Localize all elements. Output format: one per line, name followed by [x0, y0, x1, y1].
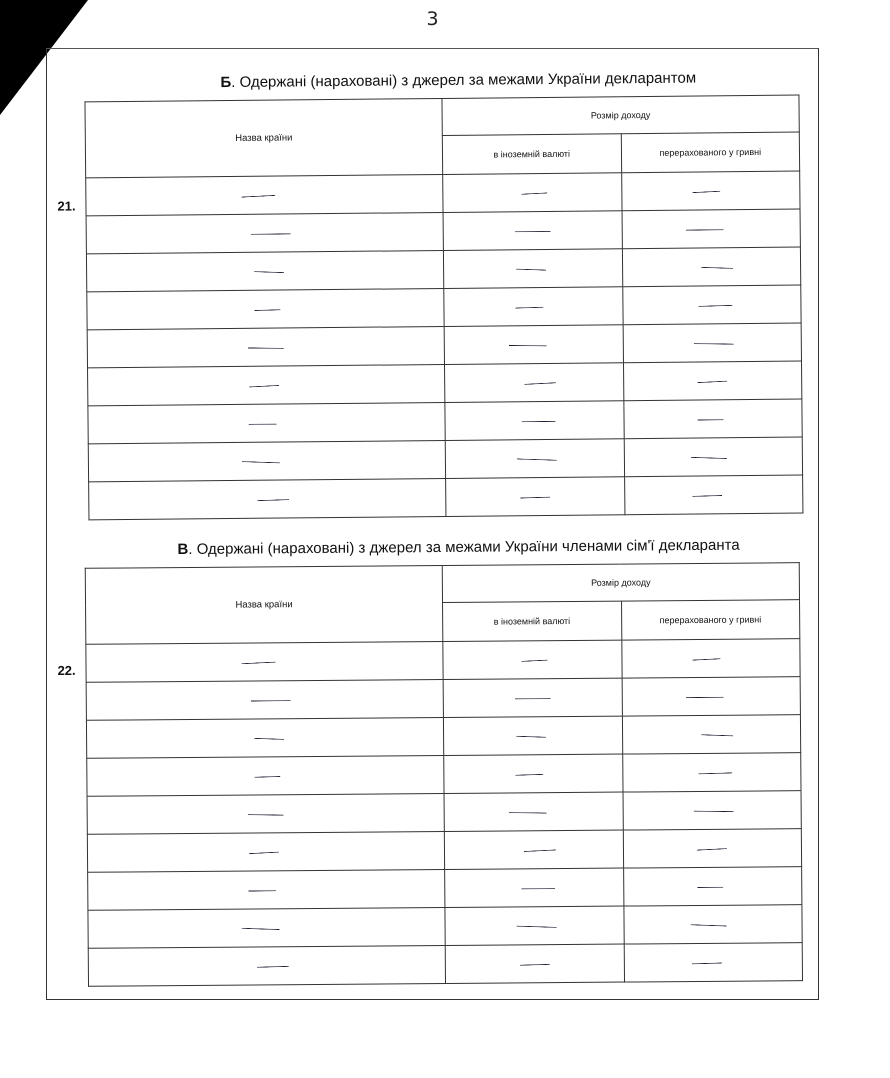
cell-country: [88, 364, 445, 405]
handwritten-dash: [701, 734, 733, 736]
table-row: [86, 639, 800, 683]
header-foreign-currency: в іноземній валюті: [442, 134, 621, 175]
handwritten-dash: [248, 890, 276, 891]
cell-country: [87, 326, 444, 367]
section-b-title: Б. Одержані (нараховані) з джерел за межами України декларантом: [220, 69, 697, 92]
table-row: [88, 905, 802, 949]
cell-foreign-currency: [443, 640, 622, 679]
cell-foreign-currency: [445, 401, 624, 441]
handwritten-dash: [508, 812, 546, 813]
cell-foreign-currency: [445, 868, 624, 907]
handwritten-dash: [699, 304, 733, 306]
cell-country: [88, 402, 445, 443]
cell-country: [86, 174, 443, 215]
section-b-row-number: 21.: [57, 198, 76, 214]
cell-foreign-currency: [445, 363, 624, 403]
cell-country: [87, 288, 444, 329]
cell-foreign-currency: [443, 716, 622, 755]
cell-converted-uah: [622, 677, 801, 716]
handwritten-dash: [515, 774, 543, 776]
handwritten-dash: [699, 772, 733, 774]
handwritten-dash: [516, 735, 546, 737]
section-v-title: В. Одержані (нараховані) з джерел за межами України членами сім'ї декларанта: [177, 536, 740, 559]
handwritten-dash: [521, 421, 555, 422]
handwritten-dash: [514, 231, 550, 232]
handwritten-dash: [254, 737, 284, 739]
handwritten-dash: [524, 382, 556, 385]
section-v-row-number: 22.: [57, 662, 76, 679]
handwritten-dash: [257, 499, 289, 501]
table-row: [87, 829, 801, 873]
cell-converted-uah: [622, 715, 801, 754]
handwritten-dash: [701, 266, 733, 268]
cell-foreign-currency: [443, 249, 622, 289]
handwritten-dash: [691, 924, 727, 926]
cell-foreign-currency: [443, 211, 622, 251]
handwritten-dash: [242, 461, 280, 463]
handwritten-dash: [698, 419, 724, 420]
cell-country: [89, 478, 446, 519]
handwritten-dash: [251, 700, 291, 701]
header-converted-uah: перерахованого у гривні: [621, 600, 800, 640]
cell-foreign-currency: [443, 678, 622, 717]
section-v: [0, 523, 890, 990]
cell-converted-uah: [621, 171, 800, 211]
handwritten-dash: [524, 849, 556, 852]
cell-converted-uah: [623, 791, 802, 830]
handwritten-dash: [517, 458, 557, 460]
handwritten-dash: [241, 194, 275, 197]
cell-converted-uah: [623, 867, 802, 906]
cell-converted-uah: [622, 753, 801, 792]
cell-converted-uah: [624, 437, 803, 477]
cell-country: [88, 907, 445, 948]
cell-foreign-currency: [445, 906, 624, 945]
handwritten-dash: [693, 190, 721, 192]
header-country: Назва країни: [85, 565, 443, 644]
section-b: [0, 56, 890, 525]
cell-foreign-currency: [446, 477, 625, 517]
handwritten-dash: [693, 658, 721, 660]
section-v-table: [85, 562, 803, 987]
handwritten-dash: [251, 233, 291, 234]
page-number: 3: [426, 8, 439, 30]
header-converted-uah: перерахованого у гривні: [621, 132, 800, 173]
section-v-body: [86, 639, 803, 987]
handwritten-dash: [515, 306, 543, 308]
cell-country: [86, 717, 443, 758]
section-b-body: [86, 171, 803, 520]
handwritten-dash: [697, 380, 727, 383]
header-income-size: Розмір доходу: [442, 95, 799, 135]
handwritten-dash: [521, 192, 547, 194]
handwritten-dash: [686, 229, 724, 230]
handwritten-dash: [254, 309, 280, 311]
cell-country: [87, 755, 444, 796]
handwritten-dash: [515, 698, 551, 699]
handwritten-dash: [694, 810, 734, 812]
handwritten-dash: [520, 963, 550, 965]
cell-country: [88, 945, 445, 986]
cell-country: [86, 250, 443, 291]
handwritten-dash: [694, 343, 734, 344]
handwritten-dash: [692, 962, 722, 964]
handwritten-dash: [520, 496, 550, 498]
cell-country: [86, 212, 443, 253]
handwritten-dash: [691, 456, 727, 458]
cell-foreign-currency: [443, 173, 622, 213]
handwritten-dash: [249, 423, 277, 424]
cell-converted-uah: [623, 905, 802, 944]
cell-converted-uah: [624, 475, 803, 515]
cell-country: [87, 793, 444, 834]
handwritten-dash: [249, 385, 279, 388]
cell-converted-uah: [623, 399, 802, 439]
cell-foreign-currency: [444, 287, 623, 327]
cell-country: [87, 831, 444, 872]
handwritten-dash: [254, 776, 280, 778]
handwritten-dash: [516, 268, 546, 270]
handwritten-dash: [509, 345, 547, 346]
table-row: [89, 475, 803, 520]
header-foreign-currency: в іноземній валюті: [443, 601, 622, 641]
handwritten-dash: [521, 659, 547, 661]
table-row: [88, 943, 802, 987]
header-country: Назва країни: [85, 98, 443, 177]
cell-foreign-currency: [444, 754, 623, 793]
cell-converted-uah: [622, 209, 801, 249]
table-row: [87, 791, 801, 835]
handwritten-dash: [516, 925, 556, 927]
handwritten-dash: [521, 888, 555, 889]
cell-converted-uah: [622, 285, 801, 325]
header-income-size: Розмір доходу: [442, 563, 799, 603]
handwritten-dash: [242, 927, 280, 929]
handwritten-dash: [254, 271, 284, 273]
handwritten-dash: [248, 347, 284, 348]
cell-foreign-currency: [444, 325, 623, 365]
cell-converted-uah: [621, 639, 800, 678]
cell-foreign-currency: [444, 792, 623, 831]
cell-country: [88, 440, 445, 481]
handwritten-dash: [697, 848, 727, 850]
section-b-table: [84, 95, 803, 521]
table-row: [86, 715, 800, 759]
handwritten-dash: [693, 495, 723, 497]
handwritten-dash: [248, 814, 284, 815]
cell-country: [88, 869, 445, 910]
handwritten-dash: [698, 886, 724, 887]
cell-converted-uah: [623, 323, 802, 363]
handwritten-dash: [241, 661, 275, 664]
cell-converted-uah: [623, 829, 802, 868]
handwritten-dash: [257, 965, 289, 967]
cell-converted-uah: [622, 247, 801, 287]
table-row: [88, 867, 802, 911]
cell-foreign-currency: [445, 439, 624, 479]
table-row: [86, 677, 800, 721]
cell-country: [86, 641, 443, 682]
cell-foreign-currency: [444, 830, 623, 869]
cell-converted-uah: [623, 361, 802, 401]
handwritten-dash: [686, 696, 724, 697]
cell-foreign-currency: [445, 944, 624, 983]
table-row: [87, 753, 801, 797]
cell-country: [86, 679, 443, 720]
handwritten-dash: [249, 851, 279, 853]
cell-converted-uah: [624, 943, 803, 982]
